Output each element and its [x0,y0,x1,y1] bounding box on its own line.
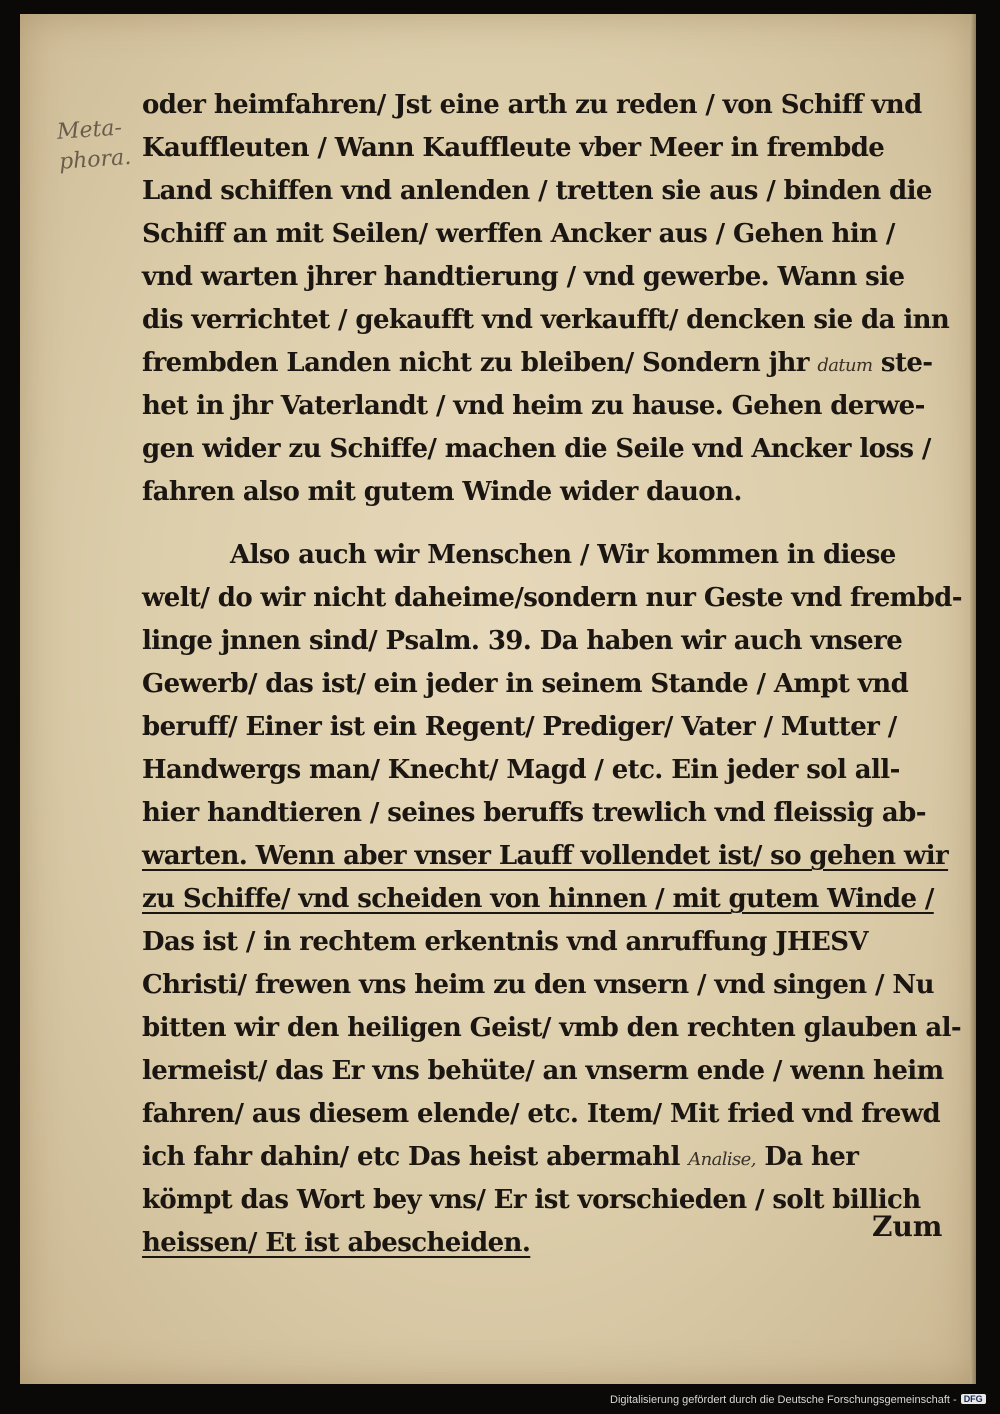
footer-text: Digitalisierung gefördert durch die Deutsche Forschungsgemeinschaft - [610,1394,957,1406]
text-line: oder heimfahren/ Jst eine arth zu reden / von Schiff vnd [142,90,922,120]
text-line-with-latin [142,1136,942,1179]
text-line: Land schiffen vnd anlenden / tretten sie aus / binden die [142,176,932,206]
text-line: Handwergs man/ Knecht/ Magd / etc. Ein jeder sol all- [142,755,900,785]
text-line: Kauffleuten / Wann Kauffleute vber Meer in frembde [142,133,885,163]
text-segment: frembden Landen nicht zu bleiben/ Sondern jhr [142,348,809,378]
text-line-with-latin [142,342,942,385]
paragraph-start-line: Also auch wir Menschen / Wir kommen in diese [230,540,896,570]
text-line: bitten wir den heiligen Geist/ vmb den rechten glauben al- [142,1013,962,1043]
text-line: Das ist / in rechtem erkentnis vnd anruffung JHESV [142,927,868,957]
text-line: Gewerb/ das ist/ ein jeder in seinem Stande / Ampt vnd [142,669,909,699]
text-line: linge jnnen sind/ Psalm. 39. Da haben wir auch vnsere [142,626,903,656]
margin-note-line-1: Meta- [56,115,123,145]
text-line: het in jhr Vaterlandt / vnd heim zu hause. Gehen derwe- [142,391,925,421]
text-line: vnd warten jhrer handtierung / vnd gewerbe. Wann sie [142,262,905,292]
latin-word-datum: datum [817,355,873,376]
underlined-text-line: heissen/ Et ist abescheiden. [142,1228,531,1258]
text-line: hier handtieren / seines beruffs trewlich vnd fleissig ab- [142,798,926,828]
underlined-text-line: zu Schiffe/ vnd scheiden von hinnen / mit gutem Winde / [142,884,934,914]
underlined-text-line: warten. Wenn aber vnser Lauff vollendet ist/ so gehen wir [142,841,949,871]
margin-note-line-2: phora. [58,144,132,175]
text-line: welt/ do wir nicht daheime/sondern nur Geste vnd frembd- [142,583,962,613]
text-line: gen wider zu Schiffe/ machen die Seile vnd Ancker loss / [142,434,931,464]
text-segment: ich fahr dahin/ etc Das heist abermahl [142,1142,680,1172]
body-text [142,84,962,1265]
text-line: fahren/ aus diesem elende/ etc. Item/ Mit fried vnd frewd [142,1099,941,1129]
text-line: lermeist/ das Er vns behüte/ an vnserm ende / wenn heim [142,1056,944,1086]
text-line: kömpt das Wort bey vns/ Er ist vorschieden / solt billich [142,1185,921,1215]
dfg-footer [610,1394,990,1410]
text-segment: ste- [880,348,933,378]
text-line: Christi/ frewen vns heim zu den vnsern / vnd singen / Nu [142,970,934,1000]
text-line: Schiff an mit Seilen/ werffen Ancker aus / Gehen hin / [142,219,895,249]
text-line: dis verrichtet / gekaufft vnd verkaufft/ dencken sie da inn [142,305,950,335]
text-line: fahren also mit gutem Winde wider dauon. [142,477,742,507]
latin-word-analise: Analise, [688,1149,756,1170]
page-edge [970,14,976,1384]
dfg-logo: DFG [961,1394,986,1404]
catchword: Zum [872,1210,943,1243]
text-line: beruff/ Einer ist ein Regent/ Prediger/ Vater / Mutter / [142,712,897,742]
text-segment: Da her [764,1142,859,1172]
